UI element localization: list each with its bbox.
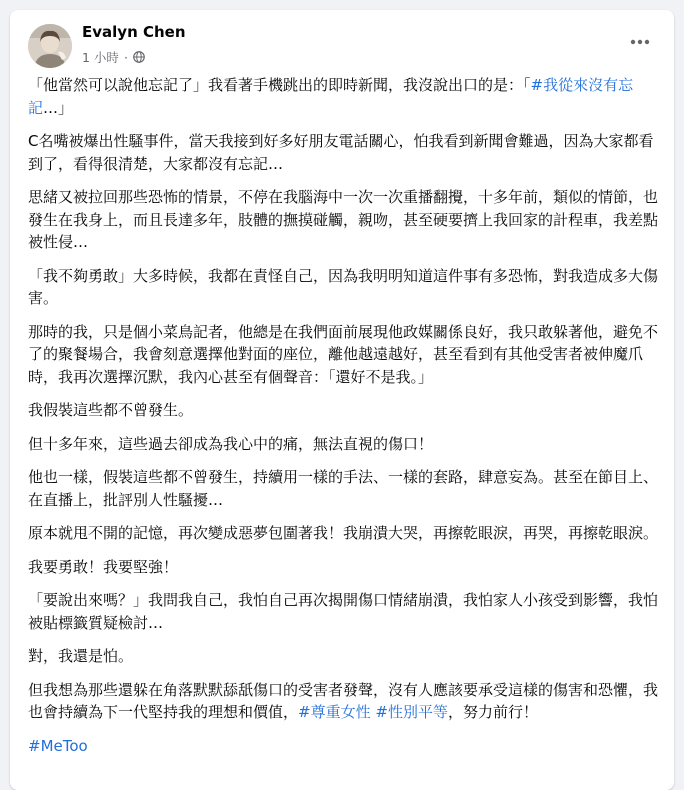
paragraph-14 — [28, 735, 662, 758]
post-meta — [82, 48, 145, 66]
paragraph-1-tail: …」 — [43, 98, 74, 117]
globe-icon[interactable] — [133, 51, 145, 63]
paragraph-6: 我假裝這些都不曾發生。 — [28, 401, 194, 419]
more-options-button[interactable] — [622, 24, 658, 60]
paragraph-12: 對，我還是怕。 — [28, 647, 134, 665]
hashtag-metoo[interactable]: #MeToo — [28, 736, 88, 755]
avatar[interactable] — [28, 24, 72, 68]
meta-separator: · — [123, 49, 128, 65]
paragraph-7: 但十多年來，這些過去卻成為我心中的痛，無法直視的傷口！ — [28, 434, 434, 453]
hashtag-never-forgot[interactable]: #我從來沒有忘記 — [28, 76, 634, 117]
paragraph-13-tail: ，努力前行！ — [447, 703, 538, 721]
paragraph-10: 我要勇敢！我要堅強！ — [28, 557, 179, 576]
author-name[interactable]: Evalyn Chen — [82, 23, 186, 41]
post-body — [28, 74, 662, 768]
post-card — [10, 10, 674, 790]
paragraph-9: 原本就甩不開的記憶，再次變成惡夢包圍著我！我崩潰大哭，再擦乾眼淚，再哭，再擦乾眼淚。 — [28, 524, 659, 542]
paragraph-13-text: 但我想為那些還躲在角落默默舔舐傷口的受害者發聲，沒有人應該要承受這樣的傷害和恐懼，我也會持續為下一代堅持我的理想和價值， — [28, 680, 659, 721]
paragraph-1 — [28, 74, 662, 119]
paragraph-3: 思緒又被拉回那些恐怖的情景，不停在我腦海中一次一次重播翻攪，十多年前，類似的情節，也發生在我身上，而且長達多年，肢體的撫摸碰觸，親吻，甚至硬要擠上我回家的計程車，我差點被性侵… — [28, 188, 659, 251]
post-timestamp[interactable]: 1 小時 — [82, 50, 119, 65]
avatar-image — [28, 24, 72, 68]
paragraph-2: C名嘴被爆出性騷事件，當天我接到好多好朋友電話關心，怕我看到新聞會難過，因為大家都看到了，看得很清楚，大家都沒有忘記… — [28, 132, 654, 173]
paragraph-11: 「要說出來嗎？」我問我自己，我怕自己再次揭開傷口情緒崩潰，我怕家人小孩受到影響，我怕被貼標籤質疑檢討… — [28, 591, 659, 632]
paragraph-13 — [28, 679, 662, 724]
paragraph-5: 那時的我，只是個小菜鳥記者，他總是在我們面前展現他政媒關係良好，我只敢躲著他，避免不了的聚餐場合，我會刻意選擇他對面的座位，離他越遠越好，甚至看到有其他受害者被伸魔爪時，我再次選擇沉默，我內心甚至有個聲音：「還好不是我。」 — [28, 322, 659, 386]
post-header — [10, 10, 674, 72]
more-horizontal-icon — [630, 39, 650, 45]
hashtag-respect-women[interactable]: #尊重女性 — [298, 703, 371, 721]
paragraph-4: 「我不夠勇敢」大多時候，我都在責怪自己，因為我明明知道這件事有多恐怖，對我造成多大傷害。 — [28, 266, 659, 307]
paragraph-8: 他也一樣，假裝這些都不曾發生，持續用一樣的手法、一樣的套路，肆意妄為。甚至在節目上、在直播上，批評別人性騷擾… — [28, 468, 659, 509]
paragraph-1-text: 「他當然可以說他忘記了」我看著手機跳出的即時新聞，我沒說出口的是：「 — [28, 76, 531, 94]
hashtag-gender-equality[interactable]: #性別平等 — [375, 703, 448, 721]
